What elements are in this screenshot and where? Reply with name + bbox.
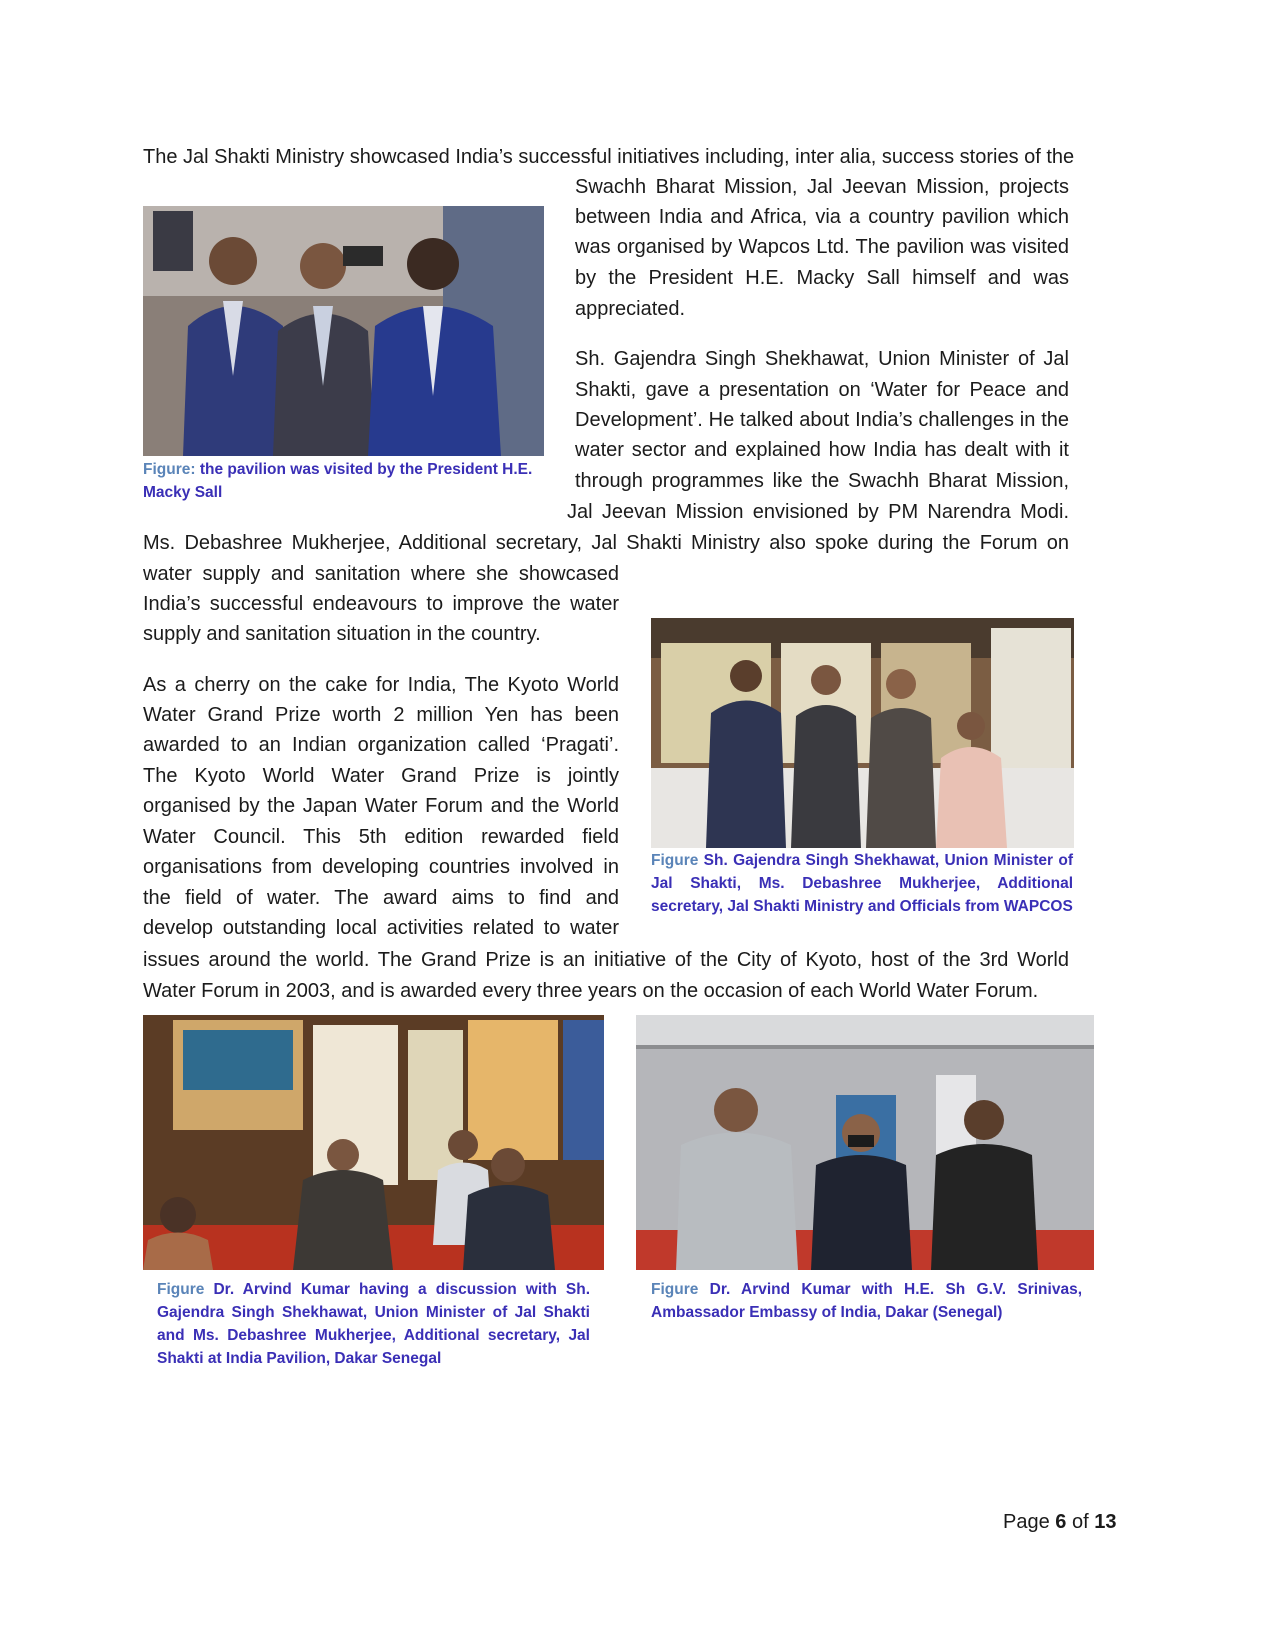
figure-caption-text: the pavilion was visited by the President H.E. Macky Sall bbox=[143, 461, 533, 501]
body-line: Jal Jeevan Mission envisioned by PM Narendra Modi. bbox=[567, 501, 1069, 523]
body-line: Ms. Debashree Mukherjee, Additional secretary, Jal Shakti Ministry also spoke during the Forum on bbox=[143, 532, 1069, 554]
body-line: Water Forum in 2003, and is awarded every three years on the occasion of each World Water Forum. bbox=[143, 980, 1039, 1002]
body-line: Sh. Gajendra Singh Shekhawat, Union Minister of Jal bbox=[575, 348, 1069, 370]
page-number-prefix: Page bbox=[1003, 1511, 1050, 1533]
figure-label: Figure bbox=[651, 1281, 699, 1298]
figure-caption-3 bbox=[157, 1278, 590, 1370]
body-line: develop outstanding local activities related to water bbox=[143, 917, 619, 939]
body-line: Swachh Bharat Mission, Jal Jeevan Mission, projects bbox=[575, 176, 1069, 198]
page-number-of: of bbox=[1071, 1511, 1089, 1533]
page-number-total: 13 bbox=[1094, 1511, 1117, 1533]
figure-caption-text: Dr. Arvind Kumar with H.E. Sh G.V. Srinivas, Ambassador Embassy of India, Dakar (Senegal) bbox=[651, 1281, 1083, 1321]
page-number bbox=[1003, 1508, 1116, 1536]
body-line: organisations from developing countries involved in bbox=[143, 856, 619, 878]
body-line: issues around the world. The Grand Prize is an initiative of the City of Kyoto, host of the 3rd World bbox=[143, 949, 1069, 971]
body-line: The Jal Shakti Ministry showcased India’s successful initiatives including, inter alia, success stories of the bbox=[143, 146, 1075, 168]
body-line: awarded to an Indian organization called ‘Pragati’. bbox=[143, 734, 619, 756]
body-line: through programmes like the Swachh Bharat Mission, bbox=[575, 470, 1069, 492]
body-line: The Kyoto World Water Grand Prize is jointly bbox=[143, 765, 619, 787]
body-line: by the President H.E. Macky Sall himself and was bbox=[575, 267, 1069, 289]
body-line: appreciated. bbox=[575, 298, 686, 320]
figure-photo-ambassador bbox=[636, 1015, 1094, 1270]
page-number-current: 6 bbox=[1055, 1511, 1067, 1533]
body-line: the field of water. The award aims to find and bbox=[143, 887, 619, 909]
figure-label: Figure bbox=[157, 1281, 205, 1298]
body-line: organised by the Japan Water Forum and the World bbox=[143, 795, 619, 817]
figure-photo-discussion bbox=[143, 1015, 604, 1270]
body-line: supply and sanitation situation in the country. bbox=[143, 623, 541, 645]
body-line: was organised by Wapcos Ltd. The pavilion was visited bbox=[575, 236, 1069, 258]
body-line: As a cherry on the cake for India, The Kyoto World bbox=[143, 674, 619, 696]
figure-caption-4 bbox=[651, 1278, 1082, 1324]
body-line: India’s successful endeavours to improve the water bbox=[143, 593, 619, 615]
body-line: Water Council. This 5th edition rewarded field bbox=[143, 826, 619, 848]
body-line: Shakti, gave a presentation on ‘Water for Peace and bbox=[575, 379, 1069, 401]
figure-caption-1 bbox=[143, 458, 548, 504]
figure-caption-text: Dr. Arvind Kumar having a discussion with Sh. Gajendra Singh Shekhawat, Union Minister of Jal Shakti and Ms. Debashree Mukherjee, Additional secretary, Jal Shakti at India Pavilion, Dakar Senegal bbox=[157, 1281, 590, 1367]
body-line: Development’. He talked about India’s challenges in the bbox=[575, 409, 1069, 431]
figure-label: Figure bbox=[651, 852, 699, 869]
figure-caption-2 bbox=[651, 849, 1073, 918]
figure-photo-pavilion-visit bbox=[143, 206, 544, 456]
body-line: between India and Africa, via a country pavilion which bbox=[575, 206, 1069, 228]
figure-label: Figure: bbox=[143, 461, 196, 478]
body-line: Water Grand Prize worth 2 million Yen has been bbox=[143, 704, 619, 726]
body-line: water supply and sanitation where she showcased bbox=[143, 563, 619, 585]
body-line: water sector and explained how India has dealt with it bbox=[575, 439, 1069, 461]
figure-photo-officials bbox=[651, 618, 1074, 848]
figure-caption-text: Sh. Gajendra Singh Shekhawat, Union Minister of Jal Shakti, Ms. Debashree Mukherjee, Additional secretary, Jal Shakti Ministry and Officials from WAPCOS bbox=[651, 852, 1073, 915]
